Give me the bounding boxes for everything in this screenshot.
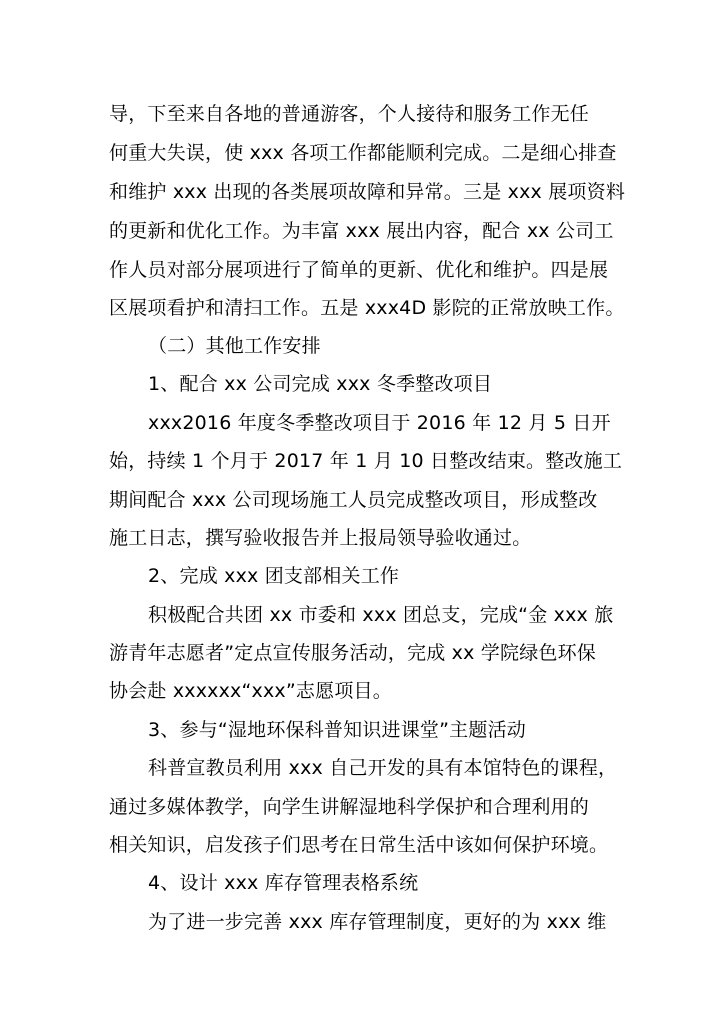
paragraph-line: 施工日志，撰写验收报告并上报局领导验收通过。 (109, 527, 532, 549)
paragraph-line: 通过多媒体教学，向学生讲解湿地科学保护和合理利用的 (109, 796, 590, 818)
section-heading: （二）其他工作安排 (148, 335, 321, 357)
item-heading: 1、配合 xx 公司完成 xxx 冬季整改项目 (148, 373, 493, 395)
paragraph-line: 协会赴 xxxxxx“xxx”志愿项目。 (109, 680, 392, 702)
paragraph-line: 科普宣教员利用 xxx 自己开发的具有本馆特色的课程， (148, 757, 618, 779)
paragraph-line: 游青年志愿者”定点宣传服务活动，完成 xx 学院绿色环保 (109, 642, 597, 664)
paragraph-line: 相关知识，启发孩子们思考在日常生活中该如何保护环境。 (109, 834, 609, 856)
paragraph-line: 始，持续 1 个月于 2017 年 1 月 10 日整改结束。整改施工 (109, 450, 623, 472)
item-heading: 2、完成 xxx 团支部相关工作 (148, 565, 400, 587)
paragraph-line: 作人员对部分展项进行了简单的更新、优化和维护。四是展 (109, 259, 609, 281)
paragraph-line: 和维护 xxx 出现的各类展项故障和异常。三是 xxx 展项资料 (109, 181, 626, 203)
paragraph-line: xxx2016 年度冬季整改项目于 2016 年 12 月 5 日开 (148, 412, 611, 434)
paragraph-line: 何重大失误，使 xxx 各项工作都能顺利完成。二是细心排查 (109, 142, 617, 164)
item-heading: 3、参与“湿地环保科普知识进课堂”主题活动 (148, 719, 526, 741)
paragraph-line: 期间配合 xxx 公司现场施工人员完成整改项目，形成整改 (109, 489, 598, 511)
paragraph-line: 的更新和优化工作。为丰富 xxx 展出内容，配合 xx 公司工 (109, 220, 614, 242)
item-heading: 4、设计 xxx 库存管理表格系统 (148, 872, 419, 894)
paragraph-line: 为了进一步完善 xxx 库存管理制度，更好的为 xxx 维 (148, 911, 607, 933)
paragraph-line: 区展项看护和清扫工作。五是 xxx4D 影院的正常放映工作。 (109, 297, 625, 319)
paragraph-line: 积极配合共团 xx 市委和 xxx 团总支，完成“金 xxx 旅 (148, 604, 614, 626)
paragraph-line: 导，下至来自各地的普通游客，个人接待和服务工作无任 (109, 103, 590, 125)
